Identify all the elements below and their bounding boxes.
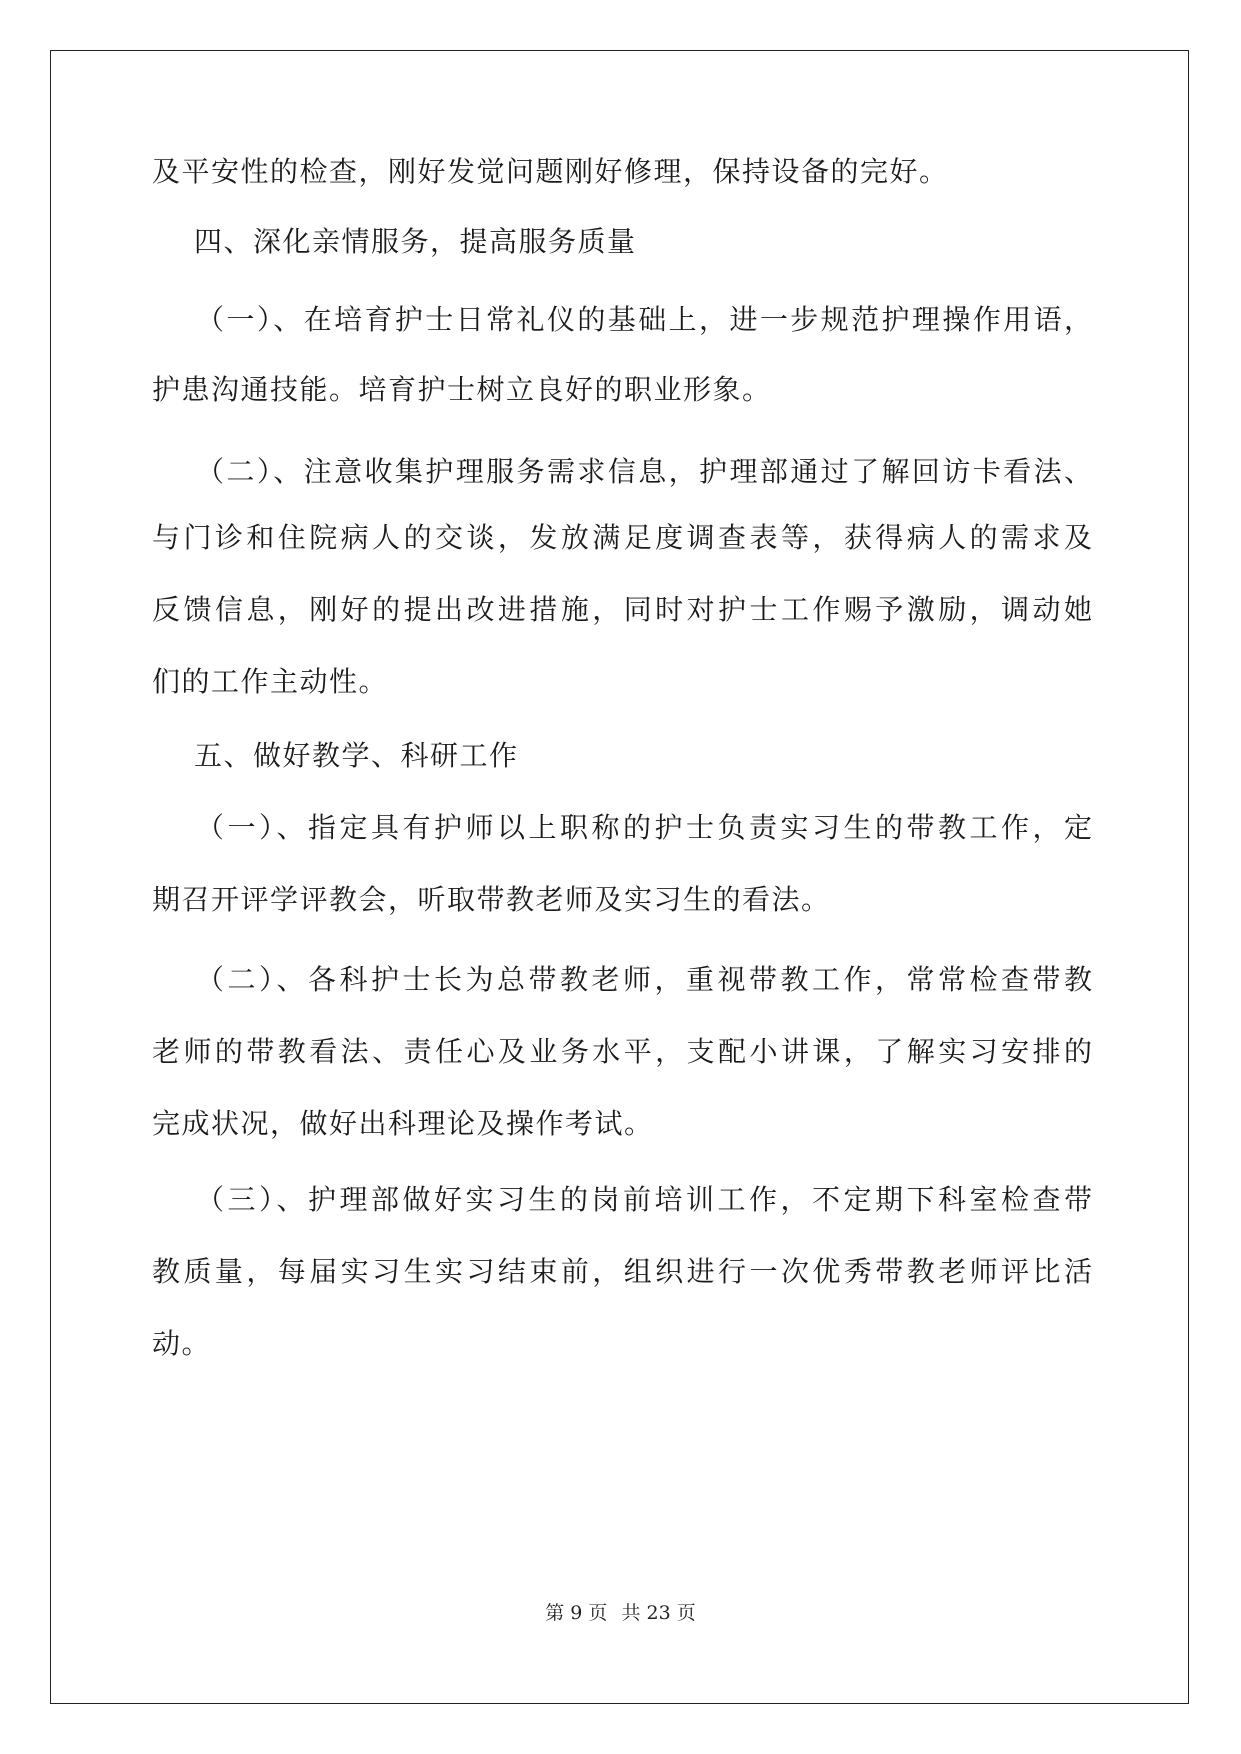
page-number: 第 9 页 — [545, 1602, 608, 1624]
page-total: 共 23 页 — [621, 1602, 696, 1624]
page-footer — [0, 1598, 1241, 1625]
section-heading-5: 五、做好教学、科研工作 — [194, 739, 519, 772]
text-line-11: 期召开评学评教会，听取带教老师及实习生的看法。 — [152, 883, 831, 916]
text-line-6: 与门诊和住院病人的交谈，发放满足度调查表等，获得病人的需求及 — [152, 521, 1092, 554]
page-frame — [50, 50, 1189, 1704]
text-line-3: （一）、在培育护士日常礼仪的基础上，进一步规范护理操作用语， — [196, 303, 1092, 336]
text-line-12: （二）、各科护士长为总带教老师，重视带教工作，常常检查带教 — [196, 963, 1092, 996]
text-line-10: （一）、指定具有护师以上职称的护士负责实习生的带教工作，定 — [196, 811, 1092, 844]
text-line-13: 老师的带教看法、责任心及业务水平，支配小讲课，了解实习安排的 — [152, 1035, 1092, 1068]
text-line-15: （三）、护理部做好实习生的岗前培训工作，不定期下科室检查带 — [196, 1183, 1092, 1216]
text-line-16: 教质量，每届实习生实习结束前，组织进行一次优秀带教老师评比活 — [152, 1255, 1092, 1288]
text-line-17: 动。 — [152, 1327, 212, 1360]
text-line-14: 完成状况，做好出科理论及操作考试。 — [152, 1107, 654, 1140]
text-line-7: 反馈信息，刚好的提出改进措施，同时对护士工作赐予激励，调动她 — [152, 593, 1092, 626]
text-line-1: 及平安性的检查，刚好发觉问题刚好修理，保持设备的完好。 — [152, 155, 949, 188]
text-line-8: 们的工作主动性。 — [152, 665, 389, 698]
section-heading-4: 四、深化亲情服务，提高服务质量 — [194, 225, 637, 258]
text-line-5: （二）、注意收集护理服务需求信息，护理部通过了解回访卡看法、 — [196, 455, 1092, 488]
text-line-4: 护患沟通技能。培育护士树立良好的职业形象。 — [152, 373, 772, 406]
